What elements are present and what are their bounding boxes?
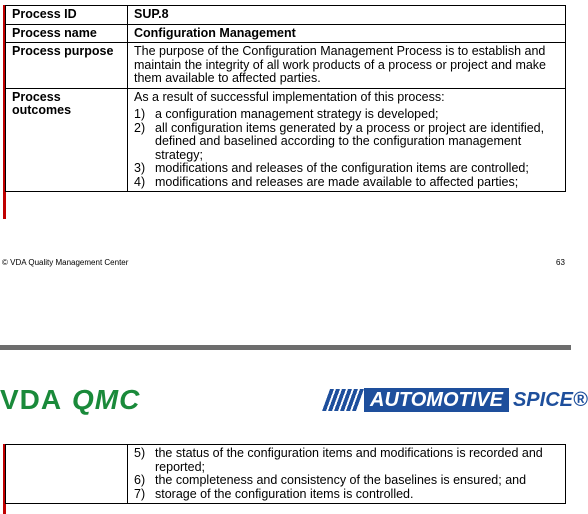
process-purpose-label: Process purpose: [6, 43, 128, 89]
outcome-number: 2): [134, 120, 146, 135]
list-item: [134, 108, 559, 122]
process-table-continued: [5, 444, 566, 504]
process-outcomes-cell: [128, 445, 566, 504]
outcome-number: 5): [134, 446, 146, 460]
list-item: [134, 447, 559, 474]
table-row: [6, 43, 566, 89]
outcomes-list: [134, 108, 559, 189]
outcomes-list: [134, 447, 559, 501]
automotive-wordmark: AUTOMOTIVE: [364, 388, 509, 412]
list-item: [134, 122, 559, 163]
outcome-text: storage of the configuration items is controlled.: [155, 486, 414, 501]
outcome-number: 3): [134, 161, 146, 175]
process-table: [5, 5, 566, 192]
process-name-label: Process name: [6, 24, 128, 43]
outcomes-intro: As a result of successful implementation of this process:: [134, 89, 445, 104]
table-row: [6, 24, 566, 43]
footer-copyright: © VDA Quality Management Center: [2, 258, 129, 267]
table-row: [6, 88, 566, 192]
automotive-spice-logo: [326, 388, 588, 412]
process-id-label: Process ID: [6, 6, 128, 25]
footer-page-number: 63: [556, 258, 565, 267]
outcome-text: modifications and releases of the configuration items are controlled;: [155, 161, 529, 175]
spice-wordmark: SPICE®: [512, 388, 588, 411]
list-item: [134, 176, 559, 190]
logo-stripes-icon: [322, 389, 364, 411]
outcome-text: the status of the configuration items and modifications is recorded and reported;: [155, 446, 543, 474]
outcome-number: 1): [134, 107, 146, 121]
process-outcomes-cell: [128, 88, 566, 192]
table-row: [6, 445, 566, 504]
outcome-number: 4): [134, 174, 146, 189]
list-item: [134, 162, 559, 176]
outcome-number: 7): [134, 486, 146, 501]
empty-label-cell: [6, 445, 128, 504]
page-separator: [0, 345, 571, 350]
list-item: [134, 488, 559, 502]
list-item: [134, 474, 559, 488]
outcome-text: all configuration items generated by a process or project are identified, defined and baselined according to the configuration management strategy;: [155, 120, 545, 162]
table-row: [6, 6, 566, 25]
process-purpose-value: The purpose of the Configuration Management Process is to establish and maintain the integrity of all work products of a process or project and make them available to affected parties.: [128, 43, 566, 89]
vda-logo: VDA: [0, 384, 63, 415]
outcome-number: 6): [134, 473, 146, 487]
outcome-text: a configuration management strategy is developed;: [155, 107, 439, 121]
process-id-value: SUP.8: [128, 6, 566, 25]
qmc-logo: QMC: [72, 384, 141, 415]
process-outcomes-label: Process outcomes: [6, 88, 128, 192]
process-name-value: Configuration Management: [128, 24, 566, 43]
outcome-text: the completeness and consistency of the baselines is ensured; and: [155, 473, 527, 487]
outcome-text: modifications and releases are made available to affected parties;: [155, 174, 519, 189]
